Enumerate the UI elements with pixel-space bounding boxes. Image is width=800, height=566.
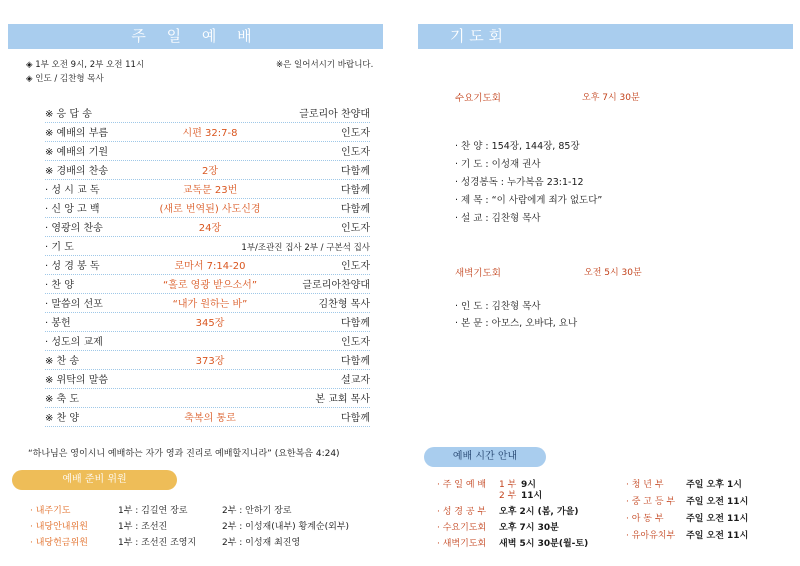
committee-second: 2부 : 안하기 장로 xyxy=(222,506,292,516)
order-row xyxy=(45,103,370,123)
schedule-time: 9시 xyxy=(521,480,536,490)
schedule-name: · 중 고 등 부 xyxy=(626,497,676,507)
wednesday-title: 수요기도회 xyxy=(455,93,501,104)
worship-leader: ◈ 인도 / 김찬형 목사 xyxy=(26,74,104,84)
service-times: ◈ 1부 오전 9시, 2부 오전 11시 xyxy=(26,60,145,70)
order-detail: 교독문 23번 xyxy=(182,185,238,196)
wednesday-item: · 성경봉독 : 누가복음 23:1-12 xyxy=(455,177,584,188)
order-row xyxy=(45,293,370,313)
order-row xyxy=(45,312,370,332)
order-detail: 로마서 7:14-20 xyxy=(174,261,246,272)
order-label: ※ 경배의 찬송 xyxy=(45,166,109,177)
schedule-name: · 유아유치부 xyxy=(626,531,676,541)
wednesday-item: · 기 도 : 이성재 권사 xyxy=(455,159,541,170)
order-label: ※ 축 도 xyxy=(45,394,80,405)
order-row xyxy=(45,255,370,275)
order-detail: “홀로 영광 받으소서” xyxy=(163,280,257,291)
schedule-time: 새벽 5시 30분(월-토) xyxy=(499,539,589,549)
schedule-time: 주일 오전 11시 xyxy=(686,514,749,524)
schedule-name: · 주 일 예 배 xyxy=(437,480,487,490)
committee-title: 예배 준비 위원 xyxy=(12,470,177,490)
schedule-name: · 아 동 부 xyxy=(626,514,664,524)
prayer-banner: 기 도 회 xyxy=(418,24,793,49)
schedule-time: 11시 xyxy=(521,491,543,501)
order-leader: 글로리아 찬양대 xyxy=(299,109,370,120)
dawn-item: · 본 문 : 아모스, 오바댜, 요나 xyxy=(455,318,578,329)
schedule-name: · 수요기도회 xyxy=(437,523,487,533)
wednesday-item: · 찬 양 : 154장, 144장, 85장 xyxy=(455,141,580,152)
dawn-title: 새벽기도회 xyxy=(455,268,501,279)
order-row xyxy=(45,331,370,351)
order-label: ※ 예배의 부름 xyxy=(45,128,109,139)
order-row xyxy=(45,388,370,408)
order-label: · 기 도 xyxy=(45,242,74,253)
order-leader: 인도자 xyxy=(341,261,370,272)
order-detail: 24장 xyxy=(198,223,222,234)
schedule-time: 주일 오전 11시 xyxy=(686,497,749,507)
order-leader: 다함께 xyxy=(341,318,370,329)
schedule-name: · 새벽기도회 xyxy=(437,539,487,549)
committee-role: · 내당헌금위원 xyxy=(30,538,88,548)
order-row xyxy=(45,217,370,237)
order-row xyxy=(45,350,370,370)
schedule-name: · 성 경 공 부 xyxy=(437,507,487,517)
schedule-time: 주일 오후 1시 xyxy=(686,480,742,490)
scripture-verse: “하나님은 영이시니 예배하는 자가 영과 진리로 예배할지니라” (요한복음 4:24) xyxy=(28,449,340,459)
order-leader: 김찬형 목사 xyxy=(318,299,370,310)
order-leader: 글로리아찬양대 xyxy=(302,280,370,291)
wednesday-item: · 제 목 : “이 사람에게 죄가 없도다” xyxy=(455,195,603,206)
order-row xyxy=(45,160,370,180)
order-label: · 찬 양 xyxy=(45,280,74,291)
order-label: · 신 앙 고 백 xyxy=(45,204,100,215)
order-row xyxy=(45,236,370,256)
order-row xyxy=(45,369,370,389)
order-label: ※ 찬 양 xyxy=(45,413,80,424)
order-leader: 인도자 xyxy=(341,337,370,348)
committee-first: 1부 : 김길연 장로 xyxy=(118,506,188,516)
order-leader: 인도자 xyxy=(341,147,370,158)
order-leader: 인도자 xyxy=(341,128,370,139)
schedule-part: 1 부 xyxy=(499,480,517,490)
order-leader: 다함께 xyxy=(341,166,370,177)
order-row xyxy=(45,198,370,218)
order-label: · 말씀의 선포 xyxy=(45,299,103,310)
order-row xyxy=(45,179,370,199)
order-row xyxy=(45,407,370,427)
schedule-time: 오후 7시 30분 xyxy=(499,523,559,533)
order-detail: 373장 xyxy=(195,356,225,367)
order-leader: 다함께 xyxy=(341,204,370,215)
dawn-item: · 인 도 : 김찬형 목사 xyxy=(455,301,541,312)
wednesday-item: · 설 교 : 김찬형 목사 xyxy=(455,213,541,224)
order-leader: 다함께 xyxy=(341,413,370,424)
order-label: ※ 위탁의 말씀 xyxy=(45,375,109,386)
committee-first: 1부 : 조선진 조영지 xyxy=(118,538,197,548)
order-label: ※ 응 답 송 xyxy=(45,109,92,120)
committee-second: 2부 : 이성재(내부) 황계순(외부) xyxy=(222,522,350,532)
order-leader: 다함께 xyxy=(341,185,370,196)
dawn-time: 오전 5시 30분 xyxy=(584,268,642,278)
order-detail: 2장 xyxy=(201,166,219,177)
schedule-part: 2 부 xyxy=(499,491,517,501)
order-detail: “내가 원하는 바” xyxy=(172,299,248,310)
schedule-title: 예배 시간 안내 xyxy=(424,447,546,467)
order-detail: 축복의 통로 xyxy=(184,413,236,424)
order-leader: 설교자 xyxy=(341,375,370,386)
order-label: · 봉헌 xyxy=(45,318,71,329)
committee-second: 2부 : 이성재 최진영 xyxy=(222,538,301,548)
order-detail: (새로 번역된) 사도신경 xyxy=(159,204,261,215)
committee-role: · 내주기도 xyxy=(30,506,71,516)
order-leader: 인도자 xyxy=(341,223,370,234)
order-leader: 다함께 xyxy=(341,356,370,367)
committee-role: · 내당안내위원 xyxy=(30,522,88,532)
order-label: · 영광의 찬송 xyxy=(45,223,103,234)
order-label: · 성 경 봉 독 xyxy=(45,261,100,272)
worship-banner: 주 일 예 배 xyxy=(8,24,383,49)
order-detail: 345장 xyxy=(195,318,225,329)
order-row xyxy=(45,122,370,142)
order-leader: 본 교회 목사 xyxy=(315,394,370,405)
standing-note: ※은 일어서시기 바랍니다. xyxy=(276,60,374,70)
schedule-time: 오후 2시 (봄, 가을) xyxy=(499,507,579,517)
committee-first: 1부 : 조선진 xyxy=(118,522,168,532)
order-label: ※ 예배의 기원 xyxy=(45,147,109,158)
schedule-name: · 청 년 부 xyxy=(626,480,664,490)
order-row xyxy=(45,274,370,294)
order-detail: 시편 32:7-8 xyxy=(182,128,238,139)
schedule-time: 주일 오전 11시 xyxy=(686,531,749,541)
order-label: ※ 찬 송 xyxy=(45,356,80,367)
wednesday-time: 오후 7시 30분 xyxy=(582,93,640,103)
order-label: · 성도의 교제 xyxy=(45,337,103,348)
order-label: · 성 시 교 독 xyxy=(45,185,100,196)
order-leader: 1부/조관진 집사 2부 / 구본석 집사 xyxy=(241,243,370,253)
order-row xyxy=(45,141,370,161)
